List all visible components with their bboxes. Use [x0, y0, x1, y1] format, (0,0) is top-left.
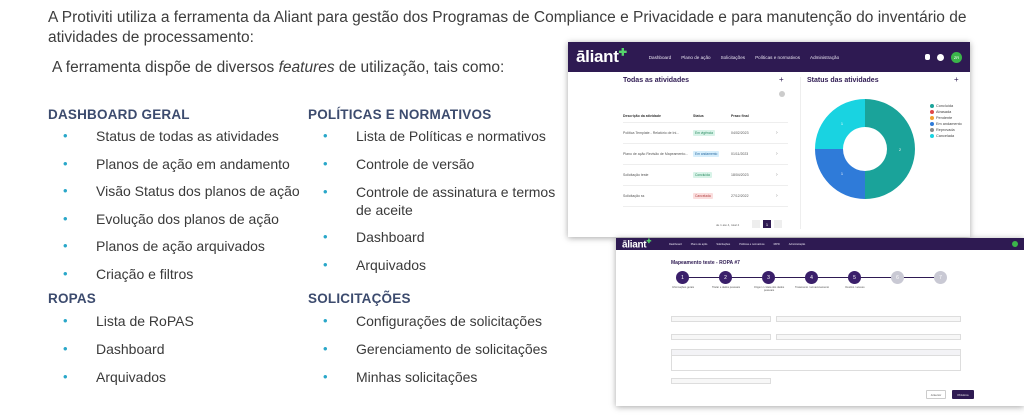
- list-item: • Status de todas as atividades: [63, 128, 300, 156]
- step-label: Titular e dados pessoais: [711, 286, 741, 289]
- aliant-logo-text: āliant: [622, 239, 647, 251]
- page-button[interactable]: 1: [763, 220, 771, 228]
- nav-item-dashboard[interactable]: Dashboard: [648, 54, 672, 60]
- section-title-solicitacoes: SOLICITAÇÕES: [308, 291, 411, 306]
- nav-item-admin[interactable]: Administração: [810, 54, 840, 60]
- list-item: • Gerenciamento de solicitações: [323, 341, 547, 369]
- nav-item-ripd[interactable]: RIPD: [773, 242, 780, 246]
- aliant-logo-text: āliant: [576, 47, 619, 66]
- row-date: 18/04/2023: [731, 173, 749, 177]
- page-title: Mapeamento teste - ROPA #7: [671, 260, 740, 266]
- col-header[interactable]: Descrição da atividade: [623, 114, 661, 118]
- table-row[interactable]: [623, 144, 788, 165]
- activities-table: [623, 110, 788, 207]
- col-header[interactable]: Prazo final: [731, 114, 749, 118]
- intro-features-pre: A ferramenta dispõe de diversos: [52, 59, 279, 76]
- divider: [800, 77, 801, 229]
- nav-item-plano[interactable]: Plano de ação: [681, 54, 711, 60]
- next-page-button[interactable]: [774, 220, 782, 228]
- chevron-right-icon[interactable]: ›: [776, 130, 778, 136]
- donut-label: 1: [841, 172, 843, 176]
- step-6[interactable]: 6: [891, 271, 904, 284]
- navbar-right: [1012, 241, 1018, 247]
- form-field[interactable]: [671, 316, 771, 322]
- legend-label: Atrasada: [936, 110, 952, 114]
- app-nav-menu: [649, 55, 839, 60]
- legend-label: Reprovada: [936, 128, 955, 132]
- app-navbar: [568, 42, 970, 72]
- list-dashboard: [63, 128, 300, 293]
- nav-item-solicitacoes[interactable]: Solicitações: [716, 242, 731, 246]
- section-title-ropas: ROPAS: [48, 291, 97, 306]
- section-title-dashboard: DASHBOARD GERAL: [48, 107, 190, 122]
- table-header: [623, 110, 788, 123]
- list-item: • Visão Status dos planos de ação: [63, 183, 300, 211]
- row-desc: Política Template - Relatório de Ini...: [623, 131, 680, 135]
- step-label: Origem / coleta dos dados pessoais: [753, 286, 785, 292]
- status-badge: Em vigência: [695, 131, 713, 135]
- table-row[interactable]: [623, 123, 788, 144]
- row-desc: Solicitação ss: [623, 194, 645, 198]
- row-date: 27/12/2022: [731, 194, 749, 198]
- next-button[interactable]: Próximo: [952, 390, 974, 399]
- intro-features-line: [52, 59, 504, 77]
- card-title-status: Status das atividades: [807, 77, 879, 84]
- nav-item-admin[interactable]: Administração: [788, 242, 806, 246]
- list-item: • Dashboard: [63, 341, 194, 369]
- list-item: • Controle de assinatura e termos de aceite: [323, 183, 573, 229]
- row-desc: Solicitação teste: [623, 173, 649, 177]
- form-field[interactable]: [776, 316, 961, 322]
- app-screenshot-ropa: [616, 238, 1024, 406]
- bell-icon[interactable]: [925, 54, 930, 60]
- step-label: Tratamento / armazenamento: [794, 286, 830, 289]
- step-3[interactable]: 3: [762, 271, 775, 284]
- list-item: • Planos de ação em andamento: [63, 156, 300, 184]
- chart-legend: [930, 103, 962, 139]
- list-ropas: [63, 313, 194, 397]
- donut-slice-andamento: [815, 149, 865, 199]
- list-item: • Lista de RoPAS: [63, 313, 194, 341]
- form-field[interactable]: [671, 378, 771, 384]
- intro-paragraph: A Protiviti utiliza a ferramenta da Aliant para gestão dos Programas de Compliance e Privacidade e para manutenção do inventário de atividades de processamento:: [48, 9, 967, 46]
- navbar-right: [925, 52, 962, 63]
- list-item: • Planos de ação arquivados: [63, 238, 300, 266]
- pagination-info: de 1 até 4, total 4: [716, 223, 740, 227]
- donut-label: 1: [841, 122, 843, 126]
- legend-label: Cancelada: [936, 134, 955, 138]
- legend-label: Em andamento: [936, 122, 962, 126]
- status-donut-chart: [811, 95, 919, 203]
- form-field[interactable]: [776, 334, 961, 340]
- list-item: • Dashboard: [323, 229, 573, 257]
- step-label: Informações gerais: [671, 286, 695, 289]
- list-item: • Minhas solicitações: [323, 369, 547, 397]
- status-badge: Cancelada: [695, 194, 711, 198]
- legend-label: Concluída: [936, 104, 954, 108]
- data-table: [671, 349, 961, 371]
- add-icon[interactable]: +: [779, 75, 784, 84]
- avatar[interactable]: ZR: [951, 52, 962, 63]
- table-header: [672, 350, 960, 356]
- list-item: • Arquivados: [63, 369, 194, 397]
- form-field[interactable]: [671, 334, 771, 340]
- stepper: [671, 271, 966, 292]
- list-item: • Criação e filtros: [63, 266, 300, 294]
- card-title-activities: Todas as atividades: [623, 77, 690, 84]
- intro-features-em: features: [278, 59, 335, 76]
- step-7[interactable]: 7: [934, 271, 947, 284]
- filter-icon[interactable]: [779, 91, 785, 97]
- donut-slice-concluida: [865, 99, 915, 199]
- table-row[interactable]: [623, 165, 788, 186]
- list-politicas: [323, 128, 573, 284]
- status-badge: Em andamento: [695, 152, 718, 156]
- chevron-right-icon[interactable]: ›: [776, 193, 778, 199]
- avatar[interactable]: [1012, 241, 1018, 247]
- step-2[interactable]: 2: [719, 271, 732, 284]
- intro-features-post: de utilização, tais como:: [334, 59, 505, 76]
- legend-label: Pendente: [936, 116, 953, 120]
- nav-item-politicas[interactable]: Políticas e normativos: [739, 242, 765, 246]
- donut-slice-cancelada: [815, 99, 865, 149]
- step-1[interactable]: 1: [676, 271, 689, 284]
- aliant-logo: āliant✚: [622, 238, 652, 251]
- donut-label: 2: [899, 148, 901, 152]
- theme-icon[interactable]: [937, 54, 944, 61]
- list-item: • Lista de Políticas e normativos: [323, 128, 573, 156]
- row-date: 01/11/2023: [731, 152, 749, 156]
- table-row[interactable]: [623, 186, 788, 207]
- col-header[interactable]: Status: [693, 114, 704, 118]
- nav-item-solicitacoes[interactable]: Solicitações: [720, 54, 746, 60]
- status-badge: Concluída: [695, 173, 710, 177]
- add-icon[interactable]: +: [954, 75, 959, 84]
- prev-page-button[interactable]: [752, 220, 760, 228]
- row-desc: Plano de ação Revisão de Mapeamento...: [623, 152, 689, 156]
- list-item: • Arquivados: [323, 257, 573, 285]
- section-title-politicas: POLÍTICAS E NORMATIVOS: [308, 107, 492, 122]
- nav-item-dashboard[interactable]: Dashboard: [669, 242, 682, 246]
- aliant-logo: āliant✚: [576, 47, 627, 66]
- list-item: • Evolução dos planos de ação: [63, 211, 300, 239]
- previous-button[interactable]: Anterior: [926, 390, 946, 399]
- list-solicitacoes: [323, 313, 547, 397]
- list-item: • Configurações de solicitações: [323, 313, 547, 341]
- nav-item-plano[interactable]: Plano de ação: [690, 242, 708, 246]
- row-date: 04/02/2023: [731, 131, 749, 135]
- step-5[interactable]: 5: [848, 271, 861, 284]
- step-4[interactable]: 4: [805, 271, 818, 284]
- chevron-right-icon[interactable]: ›: [776, 151, 778, 157]
- chevron-right-icon[interactable]: ›: [776, 172, 778, 178]
- app-screenshot-dashboard: [568, 42, 970, 237]
- list-item: • Controle de versão: [323, 156, 573, 184]
- app-navbar: [616, 238, 1024, 250]
- nav-item-politicas[interactable]: Políticas e normativos: [755, 54, 801, 60]
- app-nav-menu: [669, 243, 805, 246]
- legend-item[interactable]: [930, 133, 962, 139]
- step-label: Destino / acesso: [845, 286, 865, 289]
